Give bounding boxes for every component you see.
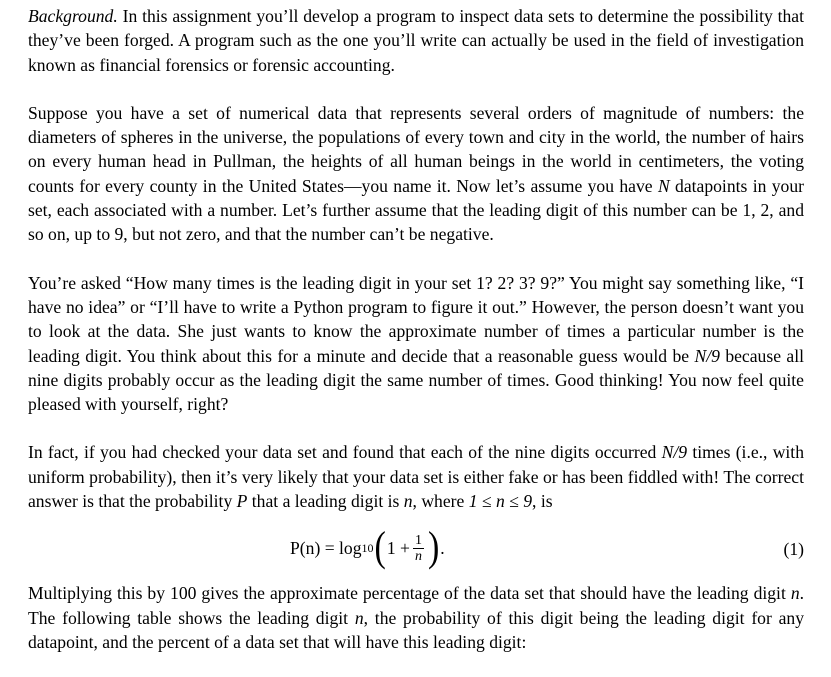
paragraph-gap xyxy=(28,416,804,440)
text-span: that a leading digit is xyxy=(247,491,404,512)
text-span: , the probability of this digit being the leading digit for any datapoint, and the percent of a data set that will have this leading digit: xyxy=(28,607,805,652)
background-text: In this assignment you’ll develop a program to inspect data sets to determine the possibility that they’ve been forged. A program such as the one you’ll write can actually be used in the field of investigation known as financial forensics or forensic accounting. xyxy=(28,6,804,75)
equation-one-plus: 1 + xyxy=(386,538,410,559)
left-paren-icon: ( xyxy=(374,524,386,571)
text-span: Multiplying this by xyxy=(28,583,171,604)
correct-answer-paragraph xyxy=(28,440,804,513)
fraction-numerator: 1 xyxy=(414,532,422,548)
text-span: because all nine digits probably occur as the leading digit the same number of times. Good thinking! You now feel quite pleased with yourself, right? xyxy=(28,345,804,415)
text-span: gives the approximate percentage of the data set that should have the leading digit xyxy=(196,583,791,604)
math-range: 1 ≤ n ≤ 9 xyxy=(468,491,533,512)
fraction-denominator: n xyxy=(414,548,422,564)
text-span: , is xyxy=(532,491,553,512)
text-span: datapoints in your set, each associated with a number. Let’s further assume that the leading digit of this number can be 1, 2, and so on, up to 9, but not zero, and that the number can’t be negative. xyxy=(28,175,804,245)
text-span: . The following table shows the leading digit xyxy=(28,583,805,628)
benford-equation xyxy=(28,515,804,581)
math-n: n xyxy=(403,491,413,512)
document-page xyxy=(28,4,804,654)
math-n: n xyxy=(790,583,800,604)
math-n-over-9: N/9 xyxy=(661,442,688,463)
equation-number: (1) xyxy=(783,539,804,560)
equation-lhs: P(n) = log xyxy=(290,538,362,559)
math-n: n xyxy=(354,607,364,628)
text-span: You’re asked “How many times is the leading digit in your set 1? 2? 3? 9?” You might say something like, “I have no idea” or “I’ll have to write a Python program to figure it out.” However, the person doesn’t want you to look at the data. She just wants to know the approximate number of times a particular number is the leading digit. You think about this for a minute and decide that a reasonable guess would be xyxy=(28,272,804,366)
equation-body: P(n) = log 10 ( 1 + $\frac{1}{n}$ ) . xyxy=(290,524,445,571)
fraction xyxy=(413,533,424,564)
text-span: Suppose you have a set of numerical data that represents several orders of magnitude of numbers: the diameters of spheres in the universe, the populations of every town and city in the world, the number of hairs on every human head in Pullman, the heights of all human beings in the world in centimeters, the voting counts for every county in the United States—you name it. Now let’s assume you have xyxy=(28,102,804,196)
table-intro-paragraph xyxy=(28,581,804,654)
equation-period: . xyxy=(440,538,445,559)
math-n-over-9: N/9 xyxy=(694,345,720,366)
math-N: N xyxy=(657,175,670,196)
paragraph-gap xyxy=(28,77,804,101)
right-paren-icon: ) xyxy=(427,524,440,571)
data-description-paragraph xyxy=(28,101,804,247)
math-100: 100 xyxy=(170,583,197,604)
text-span: , where xyxy=(412,491,469,512)
text-span: In fact, if you had checked your data set and found that each of the nine digits occurred xyxy=(28,442,662,463)
math-P: P xyxy=(236,491,248,512)
text-span: times (i.e., with uniform probability), then it’s very likely that your data set is either fake or has been fiddled with! The correct answer is that the probability xyxy=(28,442,804,512)
background-paragraph xyxy=(28,4,804,77)
paragraph-gap xyxy=(28,247,804,271)
question-paragraph xyxy=(28,271,804,417)
background-label: Background. xyxy=(28,6,118,26)
